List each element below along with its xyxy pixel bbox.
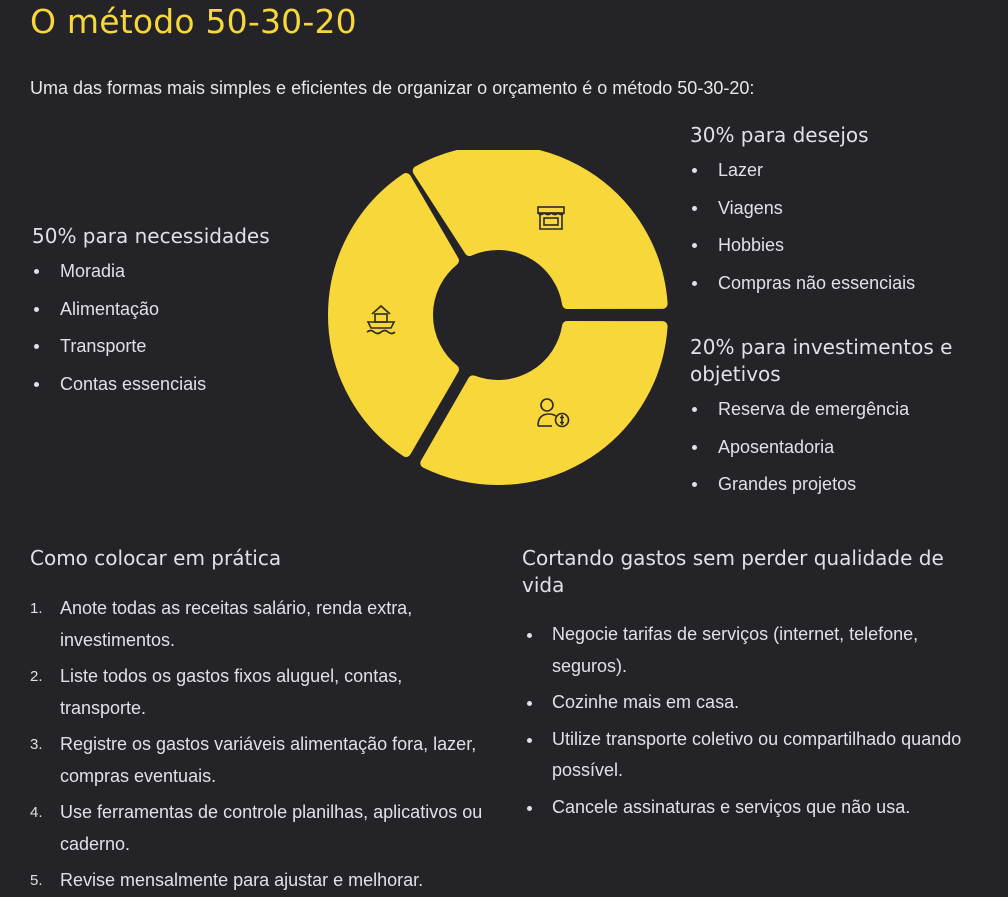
list-item: Cancele assinaturas e serviços que não usa. bbox=[522, 792, 982, 824]
item-text: Revise mensalmente para ajustar e melhorar. bbox=[60, 870, 424, 890]
intro-text: Uma das formas mais simples e eficientes de organizar o orçamento é o método 50-30-20: bbox=[30, 78, 755, 98]
investments-segment bbox=[425, 326, 662, 480]
practice-heading: Como colocar em prática bbox=[30, 546, 282, 570]
list-item: Lazer bbox=[690, 152, 915, 190]
needs-section bbox=[32, 223, 270, 403]
item-number: 4. bbox=[30, 804, 43, 821]
wants-heading: 30% para desejos bbox=[690, 123, 869, 147]
wants-section bbox=[690, 122, 915, 303]
list-item bbox=[30, 865, 490, 897]
needs-heading: 50% para necessidades bbox=[32, 224, 270, 248]
budget-donut bbox=[328, 150, 668, 490]
item-number: 3. bbox=[30, 736, 43, 753]
list-item: Aposentadoria bbox=[690, 429, 990, 467]
item-number: 1. bbox=[30, 600, 43, 617]
item-number: 5. bbox=[30, 872, 43, 889]
practice-list bbox=[30, 593, 490, 897]
page-title: O método 50-30-20 bbox=[30, 2, 357, 41]
needs-segment bbox=[333, 178, 454, 452]
list-item bbox=[30, 729, 490, 792]
list-item: Alimentação bbox=[32, 291, 270, 329]
investments-heading: 20% para investimentos e objetivos bbox=[690, 335, 953, 386]
item-text: Registre os gastos variáveis alimentação fora, lazer, compras eventuais. bbox=[60, 734, 477, 786]
list-item: Viagens bbox=[690, 190, 915, 228]
cutting-heading: Cortando gastos sem perder qualidade de vida bbox=[522, 546, 944, 597]
list-item: Compras não essenciais bbox=[690, 265, 915, 303]
list-item: Hobbies bbox=[690, 227, 915, 265]
item-text: Anote todas as receitas salário, renda extra, investimentos. bbox=[60, 598, 413, 650]
list-item bbox=[30, 661, 490, 724]
item-text: Use ferramentas de controle planilhas, aplicativos ou caderno. bbox=[60, 802, 483, 854]
investments-section bbox=[690, 334, 990, 504]
practice-section bbox=[30, 545, 490, 897]
list-item: Utilize transporte coletivo ou compartilhado quando possível. bbox=[522, 724, 982, 787]
item-text: Liste todos os gastos fixos aluguel, contas, transporte. bbox=[60, 666, 403, 718]
cutting-list bbox=[522, 619, 982, 823]
list-item bbox=[30, 797, 490, 860]
item-number: 2. bbox=[30, 668, 43, 685]
list-item: Transporte bbox=[32, 328, 270, 366]
list-item: Grandes projetos bbox=[690, 466, 990, 504]
list-item: Contas essenciais bbox=[32, 366, 270, 404]
list-item bbox=[30, 593, 490, 656]
wants-list bbox=[690, 152, 915, 303]
list-item: Moradia bbox=[32, 253, 270, 291]
list-item: Reserva de emergência bbox=[690, 391, 990, 429]
list-item: Cozinhe mais em casa. bbox=[522, 687, 982, 719]
cutting-section bbox=[522, 545, 982, 828]
needs-list bbox=[32, 253, 270, 403]
investments-list bbox=[690, 391, 990, 504]
list-item: Negocie tarifas de serviços (internet, telefone, seguros). bbox=[522, 619, 982, 682]
